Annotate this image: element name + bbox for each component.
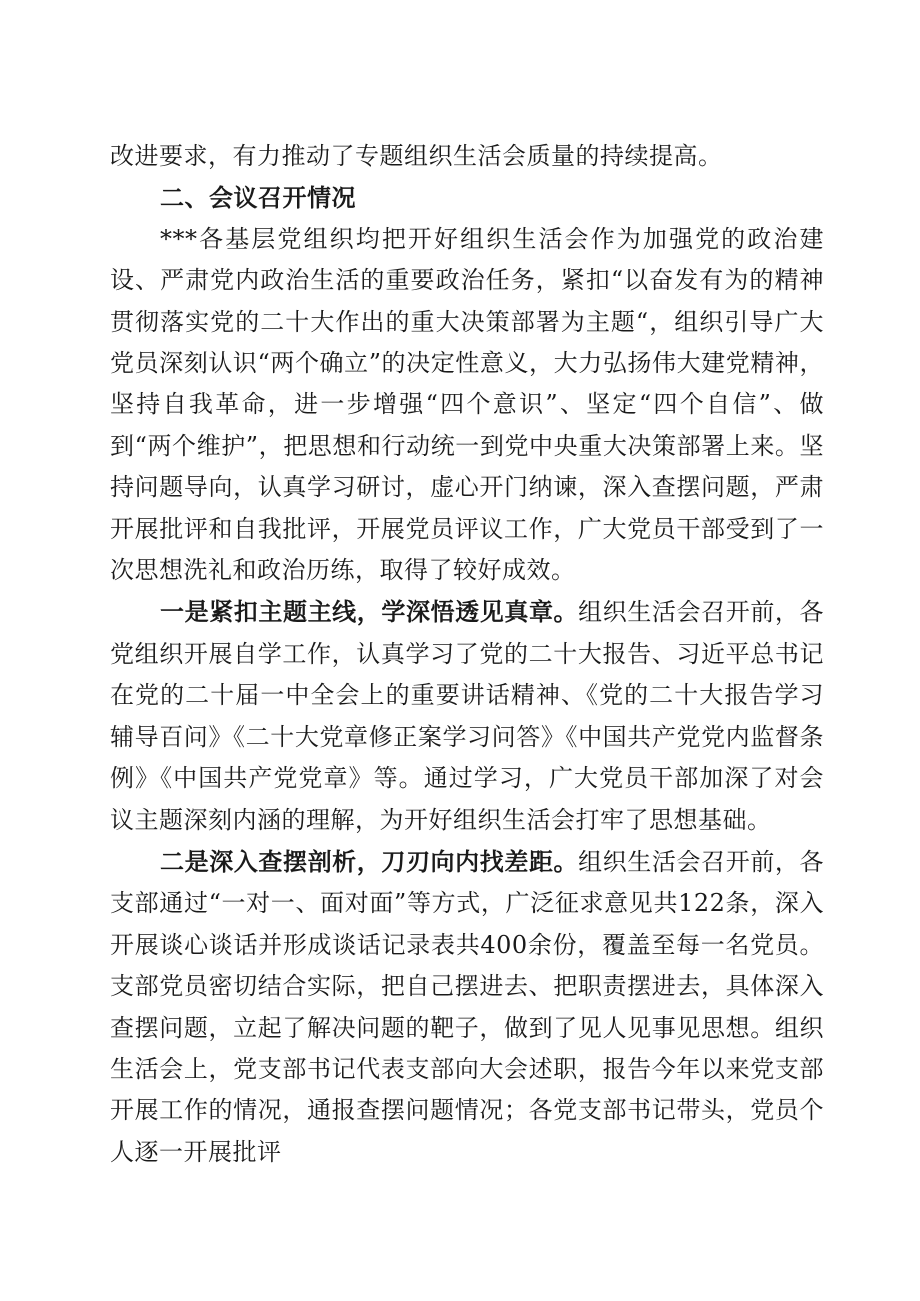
- point-two-paragraph: [110, 841, 824, 1173]
- point-one-paragraph: [110, 591, 824, 840]
- point-one-body: 组织生活会召开前，各党组织开展自学工作，认真学习了党的二十大报告、习近平总书记在党的二十届一中全会上的重要讲话精神、《党的二十大报告学习辅导百问》《二十大党章修正案学习问答》《中国共产党党内监督条例》《中国共产党党章》等。通过学习，广大党员干部加深了对会议主题深刻内涵的理解，为开好组织生活会打牢了思想基础。: [110, 598, 825, 834]
- point-one-lead: 一是紧扣主题主线，学深悟透见真章。: [160, 597, 579, 627]
- section-heading: 二、会议召开情况: [160, 183, 356, 213]
- continuation-paragraph: 改进要求，有力推动了专题组织生活会质量的持续提高。: [110, 142, 723, 170]
- intro-paragraph: ***各基层党组织均把开好组织生活会作为加强党的政治建设、严肃党内政治生活的重要政治任务，紧扣“以奋发有为的精神贯彻落实党的二十大作出的重大决策部署为主题“，组织引导广大党员深刻认识“两个确立”的决定性意义，大力弘扬伟大建党精神，坚持自我革命，进一步增强“四个意识”、坚定“四个自信”、做到“两个维护”，把思想和行动统一到党中央重大决策部署上来。坚持问题导向，认真学习研讨，虚心开门纳谏，深入查摆问题，严肃开展批评和自我批评，开展党员评议工作，广大党员干部受到了一次思想洗礼和政治历练，取得了较好成效。: [110, 224, 824, 585]
- document-page: [110, 136, 824, 1173]
- point-two-body: 组织生活会召开前，各支部通过“一对一、面对面”等方式，广泛征求意见共122条，深入开展谈心谈话并形成谈话记录表共400余份，覆盖至每一名党员。支部党员密切结合实际，把自己摆进去、把职责摆进去，具体深入查摆问题，立起了解决问题的靶子，做到了见人见事见思想。组织生活会上，党支部书记代表支部向大会述职，报告今年以来党支部开展工作的情况，通报查摆问题情况；各党支部书记带头，党员个人逐一开展批评: [110, 847, 825, 1166]
- point-two-lead: 二是深入查摆剖析，刀刃向内找差距。: [160, 846, 579, 876]
